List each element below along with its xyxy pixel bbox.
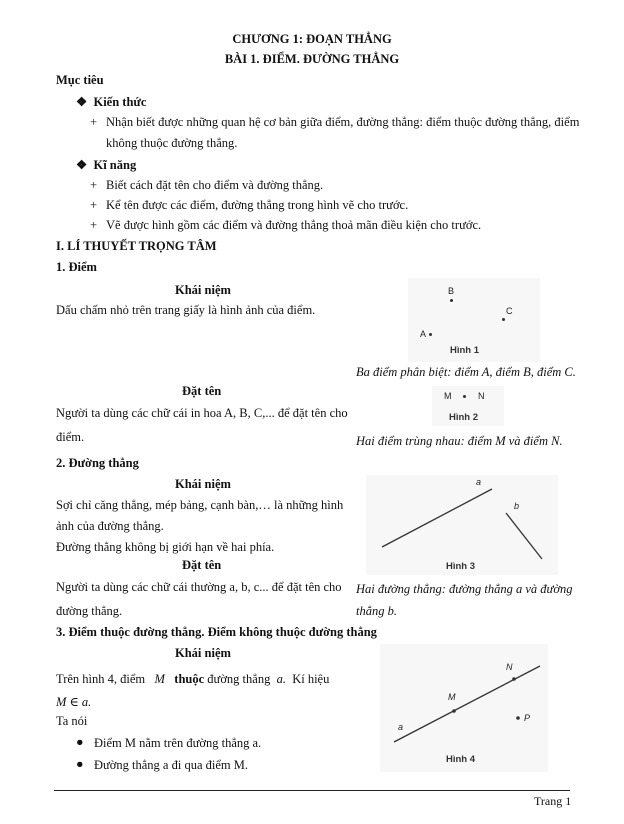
point-mn-dot bbox=[463, 395, 466, 398]
objectives-title: Mục tiêu bbox=[56, 73, 104, 87]
point-label-m-fig4: M bbox=[448, 692, 456, 702]
diamond-bullet-icon: ❖ bbox=[76, 95, 88, 109]
bullet-dot-icon: ● bbox=[76, 757, 84, 771]
belong-notation: M ∈ a. bbox=[56, 695, 92, 709]
knowledge-title: Kiến thức bbox=[93, 95, 147, 109]
figure-3-caption: Hình 3 bbox=[446, 561, 476, 572]
skill-item: Biết cách đặt tên cho điểm và đường thẳng. bbox=[106, 178, 324, 192]
line-label-b: b bbox=[514, 501, 520, 511]
bullet-dot-icon: ● bbox=[76, 735, 84, 749]
point-label-m: M bbox=[444, 391, 452, 401]
diamond-bullet-icon: ❖ bbox=[76, 158, 88, 172]
figure-1-description: Ba điểm phân biệt: điểm A, điểm B, điểm C. bbox=[356, 365, 576, 379]
belong-bold-word: thuộc bbox=[174, 672, 205, 686]
belong-text: đường thẳng bbox=[207, 672, 271, 686]
line-label-a-fig4: a bbox=[398, 722, 404, 732]
figure-3 bbox=[366, 475, 558, 575]
belong-text: Kí hiệu bbox=[292, 672, 330, 686]
plus-bullet-icon: + bbox=[90, 218, 98, 232]
line-concept-text: Đường thẳng không bị giới hạn về hai phía. bbox=[56, 540, 275, 554]
point-c-dot bbox=[502, 318, 505, 321]
figure-3-description: Hai đường thẳng: đường thẳng a và đường bbox=[356, 582, 573, 596]
figure-3-lines bbox=[366, 475, 558, 575]
point-naming-line: điểm. bbox=[56, 430, 85, 444]
point-b-dot bbox=[450, 299, 453, 302]
knowledge-item: Nhận biết được những quan hệ cơ bản giữa điểm, đường thẳng: điểm thuộc đường thẳng, điểm bbox=[106, 115, 580, 129]
plus-bullet-icon: + bbox=[90, 178, 98, 192]
point-heading: 1. Điểm bbox=[56, 260, 97, 274]
symbol-a: a. bbox=[276, 672, 286, 686]
plus-bullet-icon: + bbox=[90, 115, 98, 129]
line-concept-title: Khái niệm bbox=[175, 477, 231, 491]
page-number: Trang 1 bbox=[534, 794, 572, 808]
line-naming-line: đường thẳng. bbox=[56, 604, 123, 618]
skill-item: Kể tên được các điểm, đường thẳng trong hình vẽ cho trước. bbox=[106, 198, 409, 212]
point-label-b: B bbox=[448, 286, 455, 296]
point-label-n: N bbox=[478, 391, 485, 401]
line-naming-title: Đặt tên bbox=[182, 558, 222, 572]
point-label-a: A bbox=[420, 329, 427, 339]
line-concept-text: ảnh của đường thẳng. bbox=[56, 519, 164, 533]
knowledge-item: không thuộc đường thẳng. bbox=[106, 136, 238, 150]
point-m-dot bbox=[452, 709, 456, 713]
line-concept-text: Sợi chỉ căng thẳng, mép bảng, cạnh bàn,… là những hình bbox=[56, 498, 344, 512]
symbol-m: M bbox=[154, 672, 165, 686]
line-label-a: a bbox=[476, 477, 482, 487]
point-p-dot bbox=[516, 716, 520, 720]
point-label-n-fig4: N bbox=[506, 662, 513, 672]
point-concept-title: Khái niệm bbox=[175, 283, 231, 297]
belong-ta-noi: Ta nói bbox=[56, 714, 88, 728]
point-a-dot bbox=[429, 333, 432, 336]
plus-bullet-icon: + bbox=[90, 198, 98, 212]
belong-line-1 bbox=[56, 672, 329, 687]
point-label-p-fig4: P bbox=[524, 713, 531, 723]
line-naming-line: Người ta dùng các chữ cái thường a, b, c... để đặt tên cho bbox=[56, 580, 342, 594]
knowledge-heading bbox=[76, 94, 146, 110]
point-n-dot bbox=[512, 677, 516, 681]
figure-1-caption: Hình 1 bbox=[450, 345, 480, 356]
belong-bullet: Đường thẳng a đi qua điểm M. bbox=[94, 758, 248, 772]
figure-2 bbox=[432, 386, 504, 426]
figure-4 bbox=[380, 644, 548, 772]
line-b bbox=[506, 513, 542, 559]
belong-bullet: Điểm M nằm trên đường thẳng a. bbox=[94, 736, 262, 750]
figure-2-description: Hai điểm trùng nhau: điểm M và điểm N. bbox=[356, 434, 563, 448]
skills-title: Kĩ năng bbox=[93, 158, 137, 172]
point-concept-text: Dấu chấm nhỏ trên trang giấy là hình ảnh của điểm. bbox=[56, 303, 316, 317]
figure-3-description: thẳng b. bbox=[356, 604, 397, 618]
footer-divider bbox=[54, 790, 570, 791]
line-a-fig4 bbox=[394, 666, 540, 742]
lesson-title: BÀI 1. ĐIỂM. ĐƯỜNG THẲNG bbox=[224, 52, 400, 66]
point-naming-title: Đặt tên bbox=[182, 384, 222, 398]
belong-heading: 3. Điểm thuộc đường thẳng. Điểm không thuộc đường thẳng bbox=[56, 625, 377, 639]
figure-1 bbox=[408, 278, 540, 362]
figure-2-caption: Hình 2 bbox=[449, 412, 479, 423]
figure-4-line bbox=[380, 644, 548, 772]
chapter-title: CHƯƠNG 1: ĐOẠN THẲNG bbox=[232, 32, 392, 46]
belong-text: Trên hình 4, điểm bbox=[56, 672, 146, 686]
line-heading: 2. Đường thẳng bbox=[56, 456, 139, 470]
section-title: I. LÍ THUYẾT TRỌNG TÂM bbox=[56, 239, 217, 253]
point-label-c: C bbox=[506, 306, 513, 316]
figure-4-caption: Hình 4 bbox=[446, 754, 476, 765]
belong-concept-title: Khái niệm bbox=[175, 646, 231, 660]
line-a bbox=[382, 489, 492, 547]
point-naming-line: Người ta dùng các chữ cái in hoa A, B, C,... để đặt tên cho bbox=[56, 406, 348, 420]
skills-heading bbox=[76, 157, 136, 173]
skill-item: Vẽ được hình gồm các điểm và đường thẳng thoả mãn điều kiện cho trước. bbox=[106, 218, 482, 232]
